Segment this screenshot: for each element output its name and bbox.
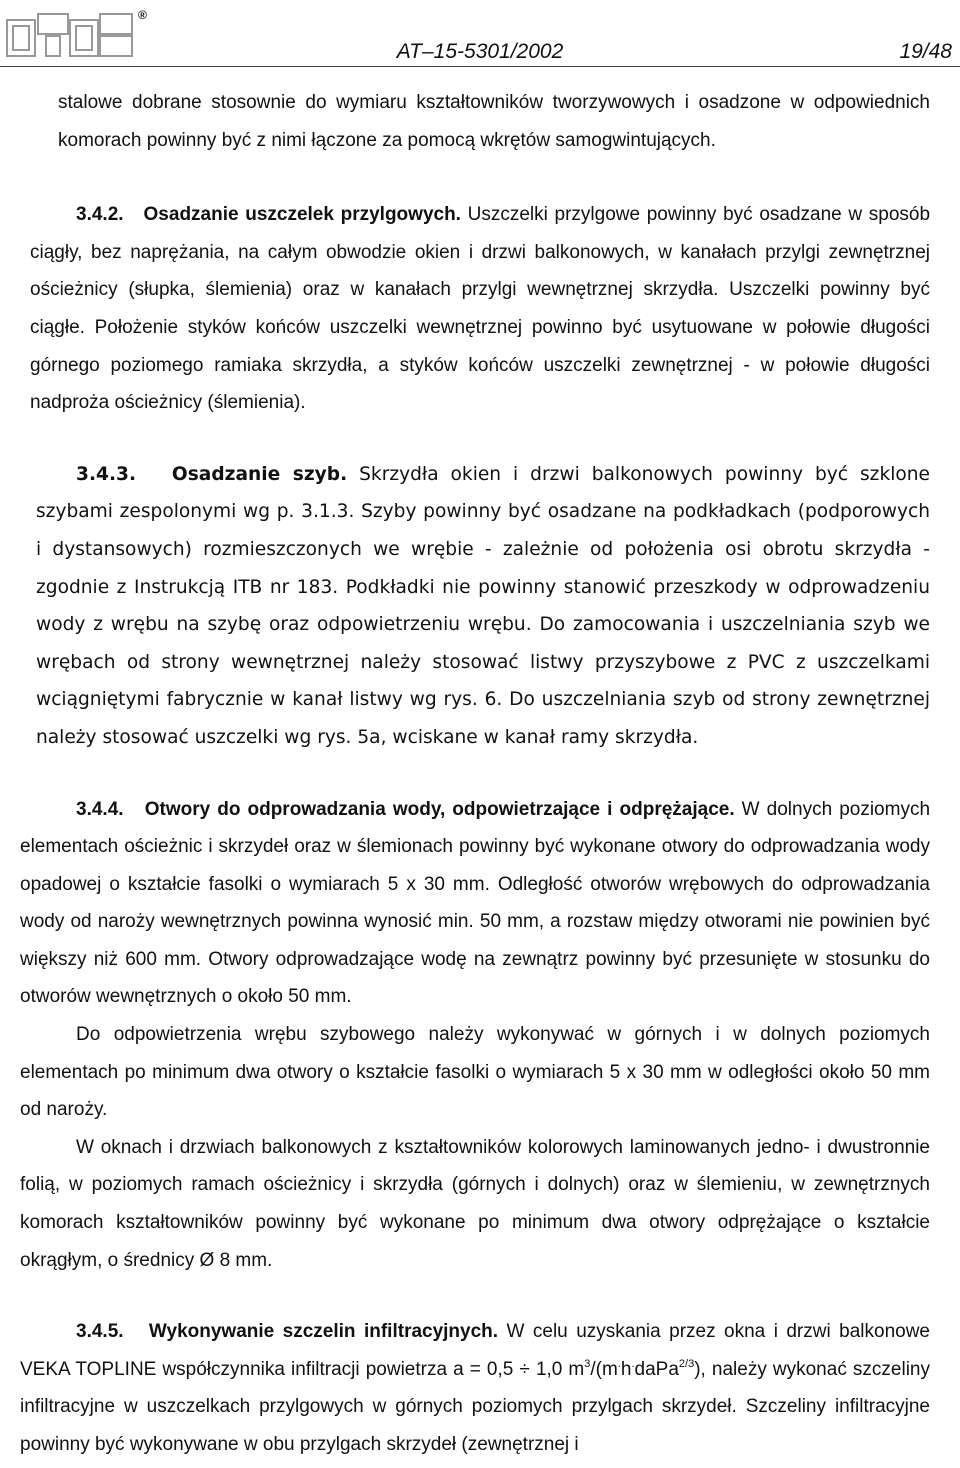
section-number: 3.4.3. [76, 463, 137, 485]
section-title: Osadzanie szyb. [171, 463, 348, 485]
document-id: AT–15-5301/2002 [396, 40, 564, 63]
section-title: Osadzanie uszczelek przylgowych. [143, 204, 461, 226]
section-text: Uszczelki przylgowe powinny być osadzane w sposób ciągły, bez naprężania, na całym obwodzie okien i drzwi balkonowych, w kanałach przylgi zewnętrznej ościeżnicy (słupka, ślemienia) oraz w kanałach przylgi wewnętrznej skrzydła. Uszczelki powinny być ciągłe. Położenie styków końców uszczelki wewnętrznej powinno być usytuowane w połowie długości górnego poziomego ramiaka skrzydła, a styków końców uszczelki zewnętrznej - w połowie długości nadproża ościeżnicy (ślemienia). [30, 204, 931, 414]
paragraph-venting: Do odpowietrzenia wrębu szybowego należy wykonywać w górnych i w dolnych poziomych elementach po minimum dwa otwory o kształcie fasolki o wymiarach 5 x 30 mm w odległości około 50 mm od naroży. [20, 1024, 930, 1121]
section-title: Wykonywanie szczelin infiltracyjnych. [148, 1321, 499, 1343]
section-text-b: /(m [590, 1358, 618, 1380]
page-number: 19/48 [899, 40, 952, 63]
section-title: Otwory do odprowadzania wody, odpowietrzające i odprężające. [144, 798, 735, 820]
section-text-d: daPa [634, 1358, 679, 1380]
section-3-4-4 [0, 791, 960, 1017]
section-3-4-2 [0, 196, 960, 422]
paragraph-intro: stalowe dobrane stosownie do wymiaru kształtowników tworzywowych i osadzone w odpowiednich komorach powinny być z nimi łączone za pomocą wkrętów samogwintujących. [58, 92, 930, 151]
section-text-e: ), należy wykonać szczeliny infiltracyjne w uszczelkach przylgowych w górnych poziomych przylgach skrzydeł. Szczeliny infiltracyjne powinny być wykonywane w obu przylgach skrzydeł (zewnętrznej i [20, 1358, 930, 1455]
paragraph-relief-holes: W oknach i drzwiach balkonowych z kształtowników kolorowych laminowanych jedno- i dwustronnie folią, w poziomych ramach ościeżnicy i skrzydła (górnych i dolnych) oraz w ślemieniu, w zewnętrznych komorach kształtowników powinny być wykonane po minimum dwa otwory odprężające o kształcie okrągłym, o średnicy Ø 8 mm. [20, 1136, 930, 1271]
section-text-c: h [620, 1358, 632, 1380]
superscript-exponent: 2/3 [678, 1357, 695, 1370]
superscript-cubic: 3 [584, 1357, 591, 1370]
section-number: 3.4.2. [76, 204, 124, 226]
document-body [0, 84, 960, 1464]
section-number: 3.4.5. [76, 1321, 124, 1343]
registered-mark: ® [138, 8, 147, 22]
section-number: 3.4.4. [76, 798, 124, 820]
section-3-4-5: 3.4.5. Wykonywanie szczelin infiltracyjnych. W celu uzyskania przez okna i drzwi balkonowe VEKA TOPLINE współczynnika infiltracji powietrza a = 0,5 ÷ 1,0 $m^3/(m^.h^.daPa^{2/3})$, należy wykonać szczeliny infiltracyjne w uszczelkach przylgowych w górnych poziomych przylgach skrzydeł. Szczeliny infiltracyjne powinny być wykonywane w obu przylgach skrzydeł (zewnętrznej i [20, 1321, 930, 1455]
section-text-a: W celu uzyskania przez okna i drzwi balkonowe VEKA TOPLINE współczynnika infiltracji powietrza a = 0,5 ÷ 1,0 m [20, 1321, 930, 1380]
section-3-4-3 [0, 456, 960, 757]
page-header [0, 30, 960, 67]
section-text: Skrzydła okien i drzwi balkonowych powinny być szklone szybami zespolonymi wg p. 3.1.3. Szyby powinny być osadzane na podkładkach (podporowych i dystansowych) rozmieszczonych we wrębie - zależnie od położenia osi obrotu skrzydła - zgodnie z Instrukcją ITB nr 183. Podkładki nie powinny stanowić przeszkody w odprowadzeniu wody z wrębu na szybę oraz odpowietrzeniu wrębu. Do zamocowania i uszczelniania szyb we wrębach od strony wewnętrznej należy stosować listwy przyszybowe z PVC z uszczelkami wciągniętymi fabrycznie w kanał listwy wg rys. 6. Do uszczelniania szyb od strony zewnętrznej należy stosować uszczelki wg rys. 5a, wciskane w kanał ramy skrzydła. [36, 463, 930, 748]
section-text: W dolnych poziomych elementach ościeżnic i skrzydeł oraz w ślemionach powinny być wykonane otwory do odprowadzania wody opadowej o kształcie fasolki o wymiarach 5 x 30 mm. Odległość otworów wrębowych do odprowadzania wody od naroży wewnętrznych powinna wynosić min. 50 mm, a rozstaw między otworami nie powinien być większy niż 600 mm. Otwory odprowadzające wodę na zewnątrz powinny być przesunięte w stosunku do otworów wewnętrznych o około 50 mm. [20, 798, 931, 1008]
